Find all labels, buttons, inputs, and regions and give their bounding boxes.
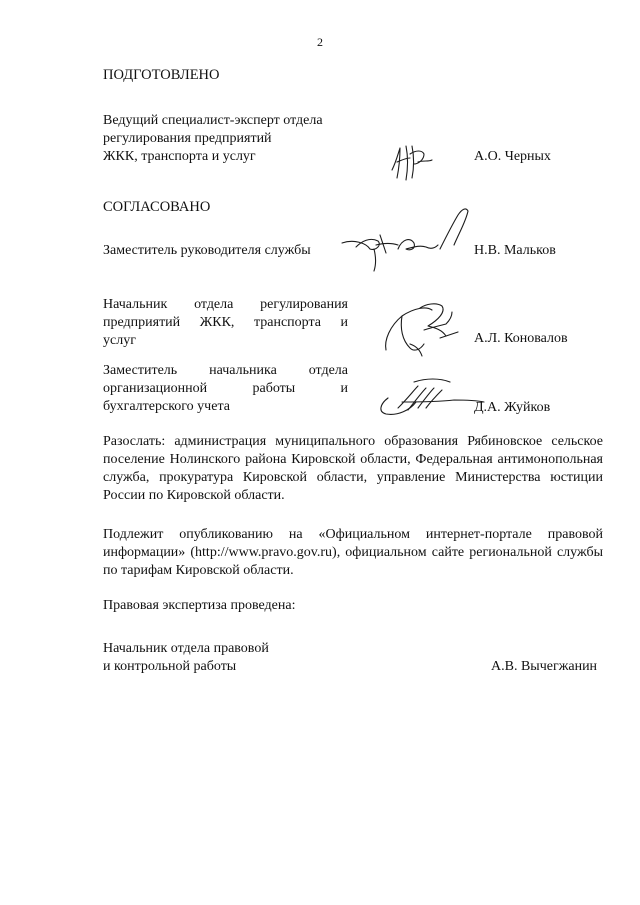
signature-malkov bbox=[340, 205, 480, 275]
position-line: ЖКК, транспорта и услуг bbox=[103, 149, 256, 164]
distribution-text: Разослать: администрация муниципального образования Рябиновское сельское поселение Нолинского района Кировской области, Федеральная антимонопольная служба, прокуратура Кировской области, управление Министерства юстиции России по Кировской области. bbox=[103, 434, 603, 503]
signature-zhuikov bbox=[374, 372, 490, 420]
position-line: Начальник отдела правовой bbox=[103, 641, 269, 656]
position-line: Начальник отдела регулирования bbox=[103, 297, 348, 312]
position-line: Заместитель руководителя службы bbox=[103, 243, 311, 258]
signer-2-position bbox=[103, 296, 348, 350]
position-line: Заместитель начальника отдела bbox=[103, 363, 348, 378]
position-line: и контрольной работы bbox=[103, 659, 237, 674]
signer-1-name: Н.В. Мальков bbox=[474, 243, 556, 258]
prepared-heading: ПОДГОТОВЛЕНО bbox=[103, 67, 220, 83]
page-number: 2 bbox=[317, 35, 323, 49]
signer-3-position bbox=[103, 362, 348, 416]
legal-review-position bbox=[103, 640, 348, 676]
position-line: организационной работы и bbox=[103, 381, 348, 396]
signature-konovalov bbox=[380, 300, 470, 360]
position-line: бухгалтерского учета bbox=[103, 399, 230, 414]
signer-2-name: А.Л. Коновалов bbox=[474, 331, 568, 346]
signature-chernykh bbox=[388, 140, 438, 184]
signer-1-position bbox=[103, 242, 343, 260]
legal-review-name: А.В. Вычегжанин bbox=[491, 659, 598, 674]
position-line: Ведущий специалист-эксперт отдела bbox=[103, 113, 323, 128]
legal-review-note: Правовая экспертиза проведена: bbox=[103, 598, 296, 613]
prepared-position bbox=[103, 112, 348, 166]
publication-text: Подлежит опубликованию на «Официальном интернет-портале правовой информации» (http://www.pravo.gov.ru), официальном сайте региональной службы по тарифам Кировской области. bbox=[103, 527, 603, 578]
position-line: регулирования предприятий bbox=[103, 131, 272, 146]
prepared-name: А.О. Черных bbox=[474, 149, 551, 164]
position-line: предприятий ЖКК, транспорта и bbox=[103, 315, 348, 330]
agreed-heading: СОГЛАСОВАНО bbox=[103, 199, 211, 215]
signer-3-name: Д.А. Жуйков bbox=[474, 400, 551, 415]
position-line: услуг bbox=[103, 333, 136, 348]
